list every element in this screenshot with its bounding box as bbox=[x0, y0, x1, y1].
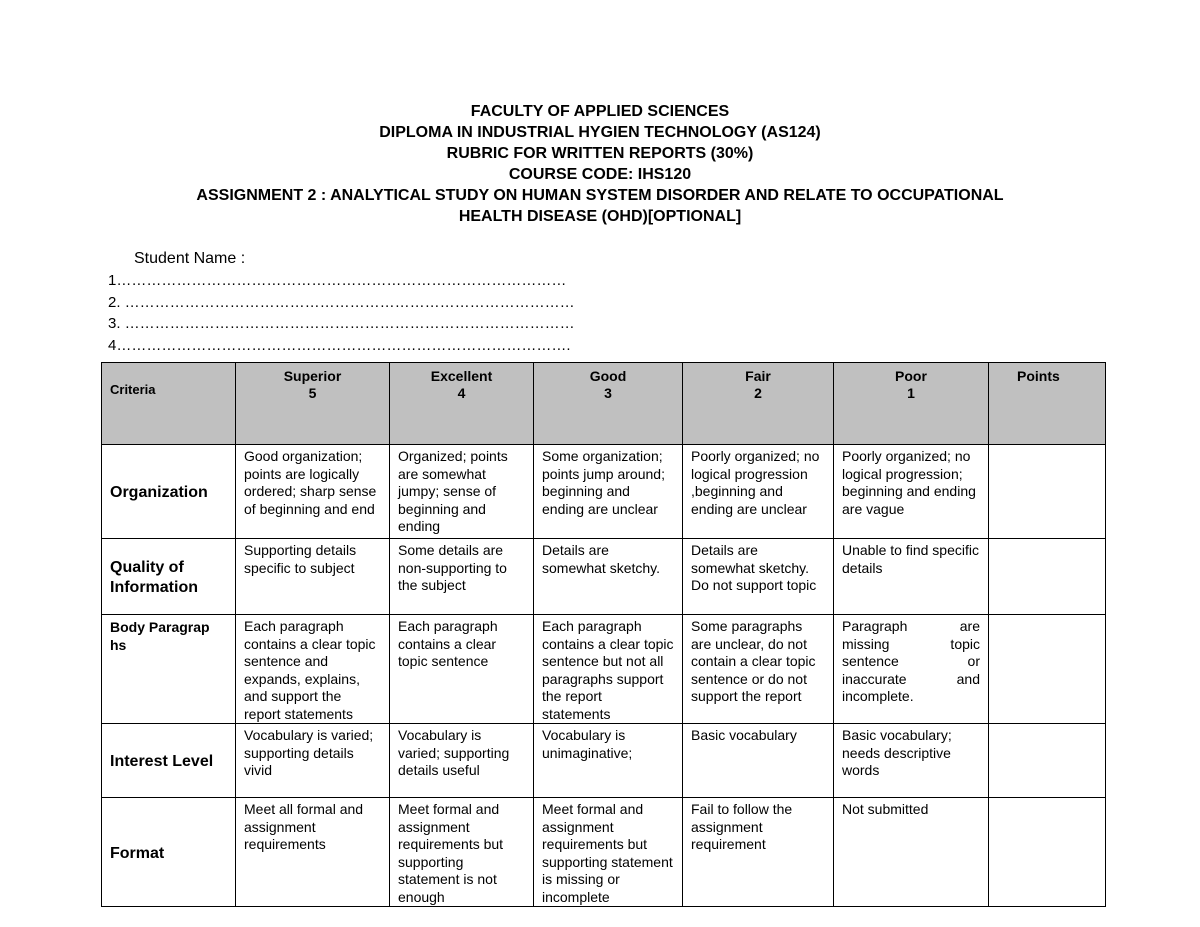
cell-excellent: Each paragraph contains a clear topic sentence bbox=[390, 615, 534, 724]
cell-excellent: Meet formal and assignment requirements but supporting statement is not enough bbox=[390, 798, 534, 907]
criterion-interest-level: Interest Level bbox=[102, 724, 236, 798]
header-fair-label: Fair bbox=[745, 368, 771, 384]
header-poor-score: 1 bbox=[907, 385, 915, 401]
cell-points[interactable] bbox=[989, 615, 1106, 724]
header-fair bbox=[683, 363, 834, 445]
cell-good: Each paragraph contains a clear topic sentence but not all paragraphs support the report statements bbox=[534, 615, 683, 724]
student-name-line-1: 1……………………………………………………………………………… bbox=[108, 272, 567, 289]
cell-fair: Some paragraphs are unclear, do not contain a clear topic sentence or do not support the report bbox=[683, 615, 834, 724]
header-excellent bbox=[390, 363, 534, 445]
cell-superior: Supporting details specific to subject bbox=[236, 539, 390, 615]
diploma-title: DIPLOMA IN INDUSTRIAL HYGIEN TECHNOLOGY (AS124) bbox=[379, 124, 821, 141]
header-poor bbox=[834, 363, 989, 445]
cell-superior: Each paragraph contains a clear topic sentence and expands, explains, and support the report statements bbox=[236, 615, 390, 724]
criterion-body-paragraphs: Body Paragrap hs bbox=[102, 615, 236, 724]
assignment-title-line2: HEALTH DISEASE (OHD)[OPTIONAL] bbox=[458, 208, 742, 225]
rubric-title: RUBRIC FOR WRITTEN REPORTS (30%) bbox=[446, 145, 754, 162]
header-good-label: Good bbox=[589, 368, 627, 384]
cell-excellent: Organized; points are somewhat jumpy; sense of beginning and ending bbox=[390, 445, 534, 539]
header-excellent-score: 4 bbox=[457, 385, 466, 401]
cell-fair: Poorly organized; no logical progression ,beginning and ending are unclear bbox=[683, 445, 834, 539]
student-name-line-4: 4………………………………………………………………………………. bbox=[108, 336, 571, 354]
header-excellent-label: Excellent bbox=[430, 368, 493, 384]
header-fair-score: 2 bbox=[754, 385, 762, 401]
cell-good: Vocabulary is unimaginative; bbox=[534, 724, 683, 798]
student-name-line-3: 3. ……………………………………………………………………………… bbox=[108, 315, 575, 332]
cell-poor: Basic vocabulary; needs descriptive words bbox=[834, 724, 989, 798]
cell-fair: Basic vocabulary bbox=[683, 724, 834, 798]
header-good bbox=[534, 363, 683, 445]
criterion-organization: Organization bbox=[102, 445, 236, 539]
cell-poor: Paragraph are missing topic sentence or inaccurate and incomplete. bbox=[834, 615, 989, 724]
cell-points[interactable] bbox=[989, 445, 1106, 539]
rubric-header-row bbox=[102, 363, 1106, 445]
cell-poor: Unable to find specific details bbox=[834, 539, 989, 615]
header-superior-label: Superior bbox=[283, 368, 342, 384]
cell-superior: Good organization; points are logically ordered; sharp sense of beginning and end bbox=[236, 445, 390, 539]
cell-superior: Vocabulary is varied; supporting details vivid bbox=[236, 724, 390, 798]
header-points: Points bbox=[989, 363, 1106, 445]
table-row bbox=[102, 798, 1106, 907]
criterion-quality-of-information: Quality of Information bbox=[102, 539, 236, 615]
rubric-table bbox=[101, 362, 1106, 907]
table-row bbox=[102, 724, 1106, 798]
assignment-title-line1: ASSIGNMENT 2 : ANALYTICAL STUDY ON HUMAN SYSTEM DISORDER AND RELATE TO OCCUPATIONAL bbox=[196, 187, 1004, 204]
student-names-section bbox=[108, 248, 808, 356]
cell-poor: Poorly organized; no logical progression; beginning and ending are vague bbox=[834, 445, 989, 539]
header-good-score: 3 bbox=[604, 385, 612, 401]
cell-points[interactable] bbox=[989, 539, 1106, 615]
cell-points[interactable] bbox=[989, 798, 1106, 907]
cell-good: Meet formal and assignment requirements but supporting statement is missing or incomplete bbox=[534, 798, 683, 907]
cell-fair: Fail to follow the assignment requirement bbox=[683, 798, 834, 907]
table-row bbox=[102, 615, 1106, 724]
cell-fair: Details are somewhat sketchy. Do not support topic bbox=[683, 539, 834, 615]
header-superior-score: 5 bbox=[308, 385, 317, 401]
header-poor-label: Poor bbox=[895, 368, 927, 384]
cell-poor: Not submitted bbox=[834, 798, 989, 907]
student-name-line-2: 2. ……………………………………………………………………………… bbox=[108, 293, 575, 311]
header-criteria: Criteria bbox=[102, 363, 236, 445]
cell-superior: Meet all formal and assignment requirements bbox=[236, 798, 390, 907]
table-row bbox=[102, 539, 1106, 615]
course-code: COURSE CODE: IHS120 bbox=[508, 166, 692, 183]
cell-excellent: Some details are non-supporting to the subject bbox=[390, 539, 534, 615]
cell-good: Some organization; points jump around; beginning and ending are unclear bbox=[534, 445, 683, 539]
student-name-label: Student Name : bbox=[134, 250, 246, 267]
cell-points[interactable] bbox=[989, 724, 1106, 798]
cell-good: Details are somewhat sketchy. bbox=[534, 539, 683, 615]
document-header bbox=[100, 101, 1100, 227]
header-superior bbox=[236, 363, 390, 445]
criterion-format: Format bbox=[102, 798, 236, 907]
faculty-title: FACULTY OF APPLIED SCIENCES bbox=[470, 103, 730, 120]
cell-excellent: Vocabulary is varied; supporting details useful bbox=[390, 724, 534, 798]
table-row bbox=[102, 445, 1106, 539]
